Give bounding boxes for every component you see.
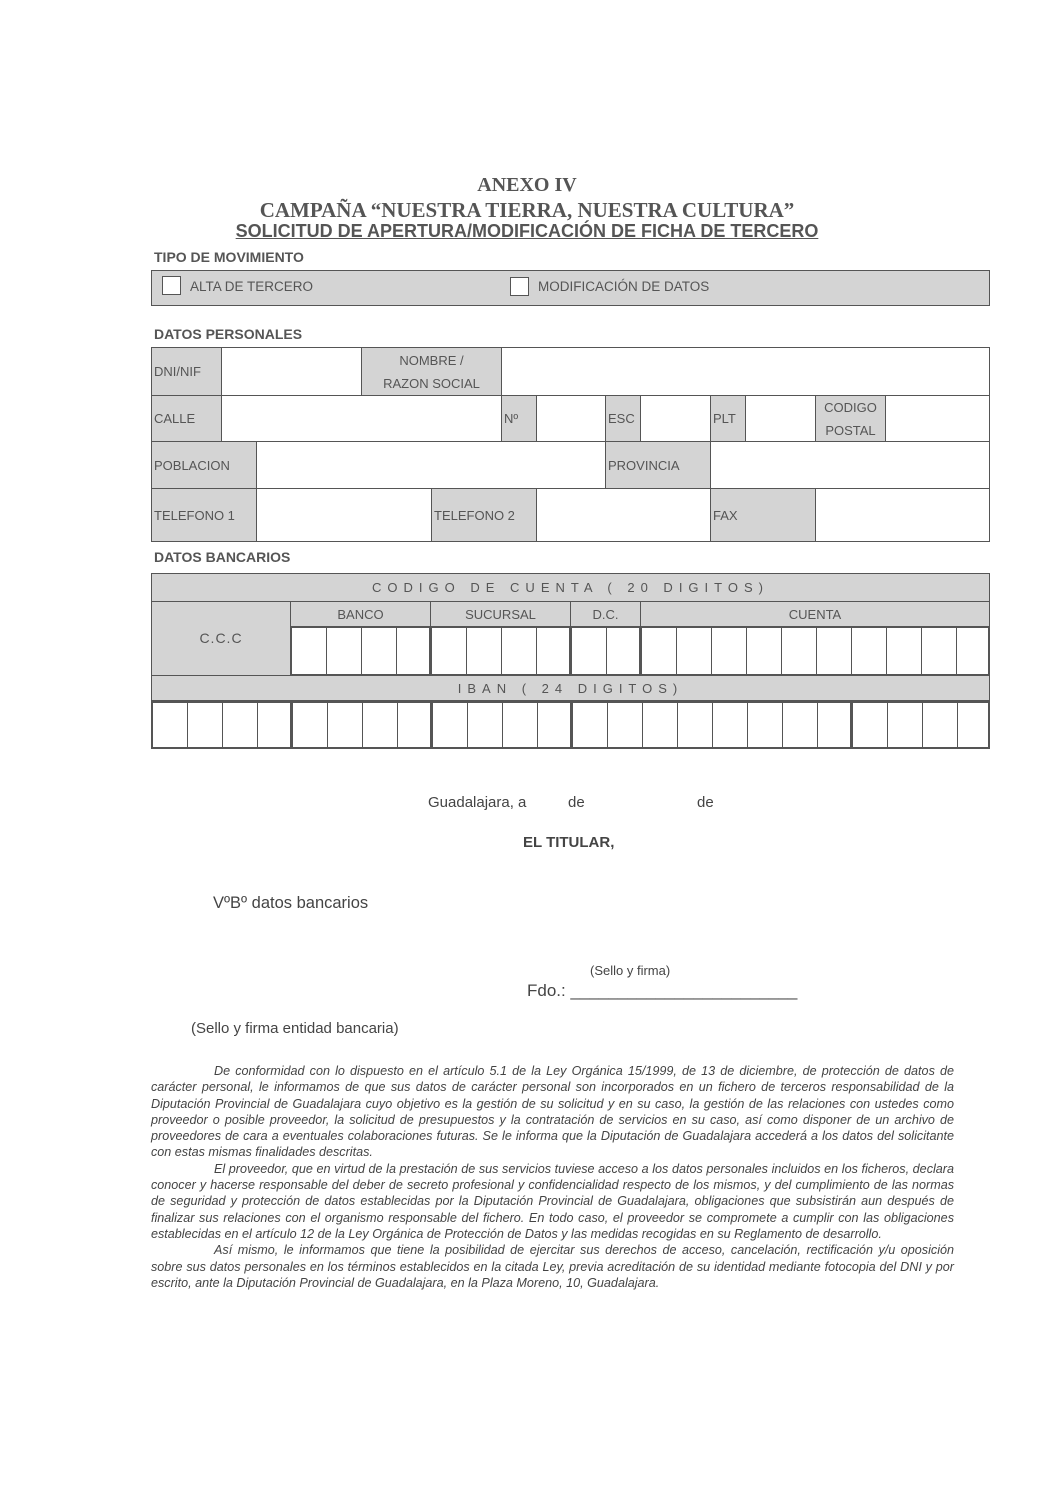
dni-label: DNI/NIF	[151, 347, 222, 396]
iban-digit-box[interactable]	[748, 703, 783, 747]
ccc-digit-box[interactable]	[397, 628, 432, 674]
iban-digit-box[interactable]	[818, 703, 853, 747]
annex-title: ANEXO IV	[477, 174, 577, 196]
name-label-line1: NOMBRE /	[399, 352, 464, 368]
ccc-digit-box[interactable]	[432, 628, 467, 674]
signed-line: Fdo.: ________________________	[527, 981, 798, 1000]
name-input[interactable]	[501, 347, 990, 396]
legal-notice	[151, 1063, 954, 1291]
iban-digit-box[interactable]	[853, 703, 888, 747]
ccc-digit-box[interactable]	[327, 628, 362, 674]
alta-checkbox[interactable]	[162, 276, 181, 295]
name-label-line2: RAZON SOCIAL	[383, 375, 480, 391]
phone1-label: TELEFONO 1	[151, 488, 257, 542]
street-input[interactable]	[221, 395, 502, 442]
alta-label: ALTA DE TERCERO	[190, 279, 314, 294]
ccc-digit-box[interactable]	[572, 628, 607, 674]
postal-label-line1: CODIGO	[824, 399, 877, 415]
legal-paragraph-3: Así mismo, le informamos que tiene la posibilidad de ejercitar sus derechos de acceso, cancelación, rectificación y/u oposición sobre sus datos personales en los términos establecidos en la citada Ley, previa acreditación de su identidad mediante fotocopia del DNI y por escrito, ante la Diputación Provincial de Guadalajara, en la Plaza Moreno, 10, Guadalajara.	[151, 1243, 954, 1290]
iban-digit-box[interactable]	[433, 703, 468, 747]
ccc-digit-box[interactable]	[922, 628, 957, 674]
stair-input[interactable]	[640, 395, 711, 442]
province-input[interactable]	[710, 441, 990, 489]
ccc-digit-box[interactable]	[747, 628, 782, 674]
postal-label-line2: POSTAL	[825, 422, 876, 438]
iban-digit-box[interactable]	[713, 703, 748, 747]
ccc-digit-row	[290, 626, 990, 676]
iban-digit-box[interactable]	[538, 703, 573, 747]
campaign-title: CAMPAÑA “NUESTRA TIERRA, NUESTRA CULTURA”	[259, 198, 795, 222]
account-code-header: CODIGO DE CUENTA ( 20 DIGITOS)	[151, 573, 990, 602]
holder-label: EL TITULAR,	[523, 834, 615, 851]
ccc-digit-box[interactable]	[292, 628, 327, 674]
iban-digit-box[interactable]	[363, 703, 398, 747]
iban-digit-box[interactable]	[223, 703, 258, 747]
floor-label: PLT	[710, 395, 746, 442]
iban-digit-row	[151, 701, 990, 749]
iban-digit-box[interactable]	[608, 703, 643, 747]
personal-section-label: DATOS PERSONALES	[154, 326, 303, 342]
place-date-text: Guadalajara, a	[428, 794, 527, 811]
iban-digit-box[interactable]	[783, 703, 818, 747]
iban-digit-box[interactable]	[293, 703, 328, 747]
ccc-digit-box[interactable]	[537, 628, 572, 674]
dc-column-header: D.C.	[570, 601, 641, 627]
dni-input[interactable]	[221, 347, 362, 396]
legal-paragraph-2: El proveedor, que en virtud de la prestación de sus servicios tuviese acceso a los datos personales incluidos en los ficheros, declara conocer y hacerse responsable del deber de secreto profesional y confidencialidad respecto de los mismos, y del cumplimiento de las normas de seguridad y protección de datos establecidas por la Diputación Provincial de Guadalajara, obligaciones que subsistirán aun después de finalizar sus relaciones con el organismo responsable del fichero. En todo caso, el proveedor se compromete a cumplir con las obligaciones establecidas en el artículo 12 de la Ley Orgánica de Protección de Datos y las medidas recogidas en su Reglamento de desarrollo.	[151, 1161, 954, 1241]
movement-section-label: TIPO DE MOVIMIENTO	[154, 249, 304, 265]
ccc-digit-box[interactable]	[607, 628, 642, 674]
name-label	[361, 347, 502, 396]
fax-label: FAX	[710, 488, 816, 542]
iban-digit-box[interactable]	[258, 703, 293, 747]
ccc-digit-box[interactable]	[677, 628, 712, 674]
province-label: PROVINCIA	[605, 441, 711, 489]
movement-panel	[151, 270, 990, 306]
iban-digit-box[interactable]	[153, 703, 188, 747]
iban-header: IBAN ( 24 DIGITOS)	[151, 675, 990, 701]
ccc-digit-box[interactable]	[957, 628, 988, 674]
town-input[interactable]	[256, 441, 606, 489]
iban-digit-box[interactable]	[398, 703, 433, 747]
date-de-1: de	[568, 794, 585, 811]
town-label: POBLACION	[151, 441, 257, 489]
account-column-header: CUENTA	[640, 601, 990, 627]
iban-digit-box[interactable]	[958, 703, 988, 747]
ccc-digit-box[interactable]	[852, 628, 887, 674]
iban-digit-box[interactable]	[888, 703, 923, 747]
form-title: SOLICITUD DE APERTURA/MODIFICACIÓN DE FICHA DE TERCERO	[235, 221, 819, 241]
ccc-digit-box[interactable]	[467, 628, 502, 674]
phone2-input[interactable]	[536, 488, 711, 542]
iban-digit-box[interactable]	[188, 703, 223, 747]
branch-column-header: SUCURSAL	[430, 601, 571, 627]
bank-section-label: DATOS BANCARIOS	[154, 549, 291, 565]
date-de-2: de	[697, 794, 714, 811]
number-input[interactable]	[536, 395, 606, 442]
iban-digit-box[interactable]	[923, 703, 958, 747]
modificacion-label: MODIFICACIÓN DE DATOS	[538, 279, 710, 294]
iban-digit-box[interactable]	[468, 703, 503, 747]
postal-input[interactable]	[885, 395, 990, 442]
modificacion-checkbox[interactable]	[510, 277, 529, 296]
fax-input[interactable]	[815, 488, 990, 542]
bank-approval-label: VºBº datos bancarios	[213, 894, 369, 912]
legal-paragraph-1: De conformidad con lo dispuesto en el artículo 5.1 de la Ley Orgánica 15/1999, de 13 de diciembre, de protección de datos de carácter personal, le informamos de que sus datos de carácter personal son incorporados en un fichero de terceros responsabilidad de la Diputación Provincial de Guadalajara cuyo objetivo es la gestión de su solicitud y en su caso, la gestión de las relaciones con ustedes como proveedor o posible proveedor, la solicitud de presupuestos y la contratación de servicios en su caso, así como disponer de un archivo de proveedores de cara a eventuales colaboraciones futuras. Se le informa que la Diputación de Guadalajara accederá a los datos del solicitante con estas mismas finalidades descritas.	[151, 1064, 954, 1160]
stair-label: ESC	[605, 395, 641, 442]
ccc-digit-box[interactable]	[782, 628, 817, 674]
floor-input[interactable]	[745, 395, 816, 442]
ccc-digit-box[interactable]	[362, 628, 397, 674]
phone1-input[interactable]	[256, 488, 432, 542]
phone2-label: TELEFONO 2	[431, 488, 537, 542]
bank-column-header: BANCO	[290, 601, 431, 627]
ccc-digit-box[interactable]	[712, 628, 747, 674]
number-label: Nº	[501, 395, 537, 442]
seal-sign-label: (Sello y firma)	[590, 963, 671, 978]
ccc-label: C.C.C	[151, 601, 291, 676]
iban-digit-box[interactable]	[503, 703, 538, 747]
ccc-digit-box[interactable]	[817, 628, 852, 674]
street-label: CALLE	[151, 395, 222, 442]
iban-digit-box[interactable]	[328, 703, 363, 747]
ccc-digit-box[interactable]	[502, 628, 537, 674]
ccc-digit-box[interactable]	[642, 628, 677, 674]
iban-digit-box[interactable]	[573, 703, 608, 747]
ccc-digit-box[interactable]	[887, 628, 922, 674]
postal-label	[815, 395, 886, 442]
iban-digit-box[interactable]	[643, 703, 678, 747]
bank-seal-label: (Sello y firma entidad bancaria)	[191, 1020, 399, 1037]
iban-digit-box[interactable]	[678, 703, 713, 747]
